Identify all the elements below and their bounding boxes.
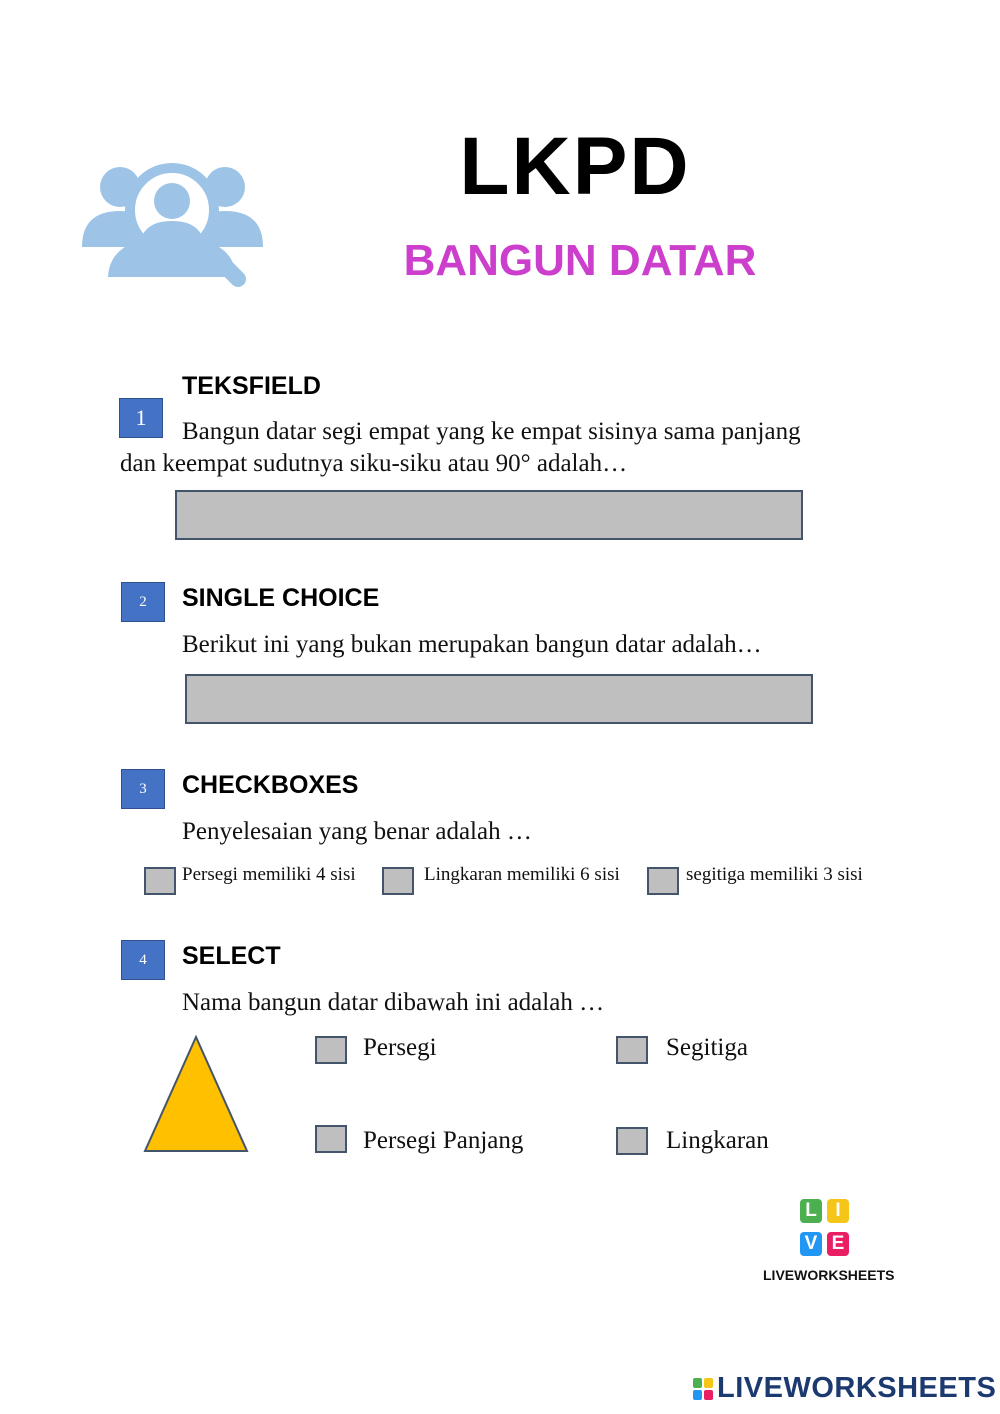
page-title: LKPD <box>459 121 691 212</box>
question-3-option-3-label: segitiga memiliki 3 sisi <box>686 864 863 885</box>
liveworksheets-logo <box>800 1199 852 1259</box>
question-3-option-1-label: Persegi memiliki 4 sisi <box>182 864 356 885</box>
question-1-text-line-2: dan keempat sudutnya siku-siku atau 90° adalah… <box>120 450 628 477</box>
question-4-checkbox-persegi[interactable] <box>315 1036 347 1064</box>
question-4-option-lingkaran-label: Lingkaran <box>666 1127 769 1154</box>
question-2-heading: SINGLE CHOICE <box>182 584 380 612</box>
footer-brand-text: LIVEWORKSHEETS <box>717 1372 997 1404</box>
question-4-checkbox-lingkaran[interactable] <box>616 1127 648 1155</box>
question-3-heading: CHECKBOXES <box>182 771 359 799</box>
logo-tile-v: V <box>800 1232 822 1256</box>
logo-tile-l: L <box>800 1199 822 1223</box>
triangle-shape <box>143 1035 249 1153</box>
users-search-icon <box>80 155 265 290</box>
question-4-checkbox-segitiga[interactable] <box>616 1036 648 1064</box>
footer-logo-icon <box>693 1378 715 1402</box>
page-subtitle: BANGUN DATAR <box>403 236 757 285</box>
question-2-text: Berikut ini yang bukan merupakan bangun datar adalah… <box>182 631 762 658</box>
question-1-heading: TEKSFIELD <box>182 372 321 400</box>
liveworksheets-logo-text: LIVEWORKSHEETS <box>763 1267 895 1283</box>
question-3-number: 3 <box>121 769 165 809</box>
logo-tile-i: I <box>827 1199 849 1223</box>
question-1-text-line-1: Bangun datar segi empat yang ke empat sisinya sama panjang <box>182 418 801 445</box>
question-3-text: Penyelesaian yang benar adalah … <box>182 818 532 845</box>
logo-tile-e: E <box>827 1232 849 1256</box>
question-4-checkbox-persegi-panjang[interactable] <box>315 1125 347 1153</box>
question-1-number: 1 <box>119 398 163 438</box>
question-4-option-persegi-panjang-label: Persegi Panjang <box>363 1127 524 1154</box>
question-4-text: Nama bangun datar dibawah ini adalah … <box>182 989 605 1016</box>
question-4-option-segitiga-label: Segitiga <box>666 1034 748 1061</box>
question-3-option-2-label: Lingkaran memiliki 6 sisi <box>424 864 620 885</box>
question-2-answer-select[interactable] <box>185 674 813 724</box>
question-3-checkbox-2[interactable] <box>382 867 414 895</box>
question-2-number: 2 <box>121 582 165 622</box>
question-4-heading: SELECT <box>182 942 281 970</box>
question-3-checkbox-1[interactable] <box>144 867 176 895</box>
question-4-number: 4 <box>121 940 165 980</box>
question-1-answer-field[interactable] <box>175 490 803 540</box>
question-4-option-persegi-label: Persegi <box>363 1034 437 1061</box>
question-3-checkbox-3[interactable] <box>647 867 679 895</box>
